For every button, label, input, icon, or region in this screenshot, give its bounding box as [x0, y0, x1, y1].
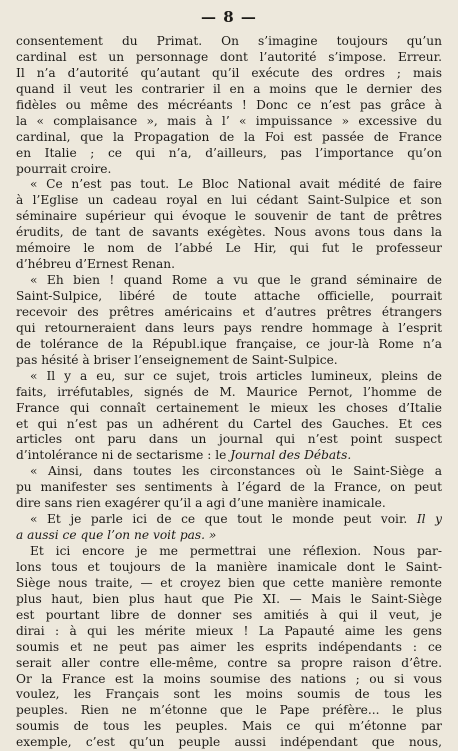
- page-number: — 8 —: [201, 8, 257, 26]
- text-line: pourrait croire.: [16, 161, 112, 176]
- text-line: en Italie ; ce qui n’a, d’ailleurs, pas l’importance qu’on: [16, 145, 442, 160]
- text-line: « Il y a eu, sur ce sujet, trois articles lumineux, pleins de: [30, 368, 442, 383]
- text-line: voulez, les Français sont les moins soumis de tous les: [16, 687, 442, 702]
- text-line: « Ce n’est pas tout. Le Bloc National avait médité de faire: [30, 177, 442, 192]
- text-line: Or la France est la moins soumise des nations ; ou si vous: [16, 671, 442, 686]
- text-line: cardinal, que la Propagation de la Foi est passée de France: [16, 129, 442, 144]
- text-line: Et ici encore je me permettrai une réflexion. Nous par-: [30, 544, 442, 558]
- text-line: et qui n’est pas un adhérent du Cartel des Gauches. Et ces: [16, 416, 442, 431]
- text-line: faits, irréfutables, signés de M. Maurice Pernot, l’homme de: [16, 384, 442, 399]
- text-line: recevoir des prêtres américains et d’autres prêtres étrangers: [16, 304, 442, 319]
- text-line: lons tous et toujours de la manière inamicale dont le Saint-: [16, 559, 442, 574]
- text-line: fidèles ou même des mécréants ! Donc ce n’est pas grâce à: [16, 97, 442, 112]
- text-line: qui retourneraient dans leurs pays rendre hommage à l’esprit: [16, 320, 442, 335]
- text-line: Saint-Sulpice, libéré de toute attache officielle, pourrait: [16, 289, 442, 303]
- text-line: la « complaisance », mais à l’ « impuissance » excessive du: [16, 113, 442, 128]
- text-line: a aussi ce que l’on ne voit pas. »: [16, 528, 217, 543]
- text-line: soumis de tous les peuples. Mais ce qui m’étonne par: [16, 719, 442, 734]
- text-line: Siège nous traite, — et croyez bien que cette manière remonte: [16, 575, 442, 590]
- text-line: érudits, de tant de savants exégètes. Nous avons tous dans la: [16, 225, 442, 240]
- text-line: d’hébreu d’Ernest Renan.: [16, 257, 176, 272]
- text-line: d’intolérance ni de sectarisme : le Journal des Débats.: [16, 448, 352, 463]
- text-line: mémoire le nom de l’abbé Le Hir, qui fut le professeur: [16, 241, 442, 256]
- text-line: France qui connaît certainement le mieux les choses d’Italie: [16, 400, 442, 415]
- text-line: Il n’a d’autorité qu’autant qu’il exécute des ordres ; mais: [16, 65, 442, 80]
- text-line: « Ainsi, dans toutes les circonstances où le Saint-Siège a: [30, 464, 442, 479]
- text-line: est pourtant libre de donner ses amitiés à qui il veut, je: [16, 607, 442, 622]
- text-line: « Et je parle ici de ce que tout le monde peut voir. Il y: [30, 512, 442, 527]
- text-line: dire sans rien exagérer qu’il a agi d’une manière inamicale.: [16, 496, 386, 511]
- text-line: consentement du Primat. On s’imagine toujours qu’un: [16, 34, 442, 48]
- text-line: pu manifester ses sentiments à l’égard de la France, on peut: [16, 480, 442, 495]
- text-line: à l’Eglise un cadeau royal en lui cédant Saint-Sulpice et son: [16, 193, 442, 208]
- text-line: peuples. Rien ne m’étonne que le Pape préfère... le plus: [16, 703, 442, 718]
- text-line: articles ont paru dans un journal qui n’est point suspect: [16, 432, 442, 447]
- text-line: pas hésité à briser l’enseignement de Saint-Sulpice.: [16, 352, 338, 367]
- text-line: serait aller contre elle-même, contre sa propre raison d’être.: [16, 655, 442, 670]
- text-line: cardinal est un personnage dont l’autorité s’impose. Erreur.: [16, 49, 442, 64]
- text-line: exemple, c’est qu’un peuple aussi indépendant que nous,: [16, 735, 442, 750]
- text-line: plus haut, bien plus haut que Pie XI. — Mais le Saint-Siège: [16, 591, 442, 606]
- text-line: de tolérance de la Républ.ique française, ce jour-là Rome n’a: [16, 336, 442, 351]
- body-text: [16, 34, 442, 751]
- text-line: dirai : à qui les mérite mieux ! La Papauté aime les gens: [16, 623, 442, 638]
- text-line: « Eh bien ! quand Rome a vu que le grand séminaire de: [30, 273, 442, 288]
- text-line: soumis et ne peut pas aimer les esprits indépendants : ce: [16, 639, 442, 654]
- text-line: séminaire supérieur qui évoque le souvenir de tant de prêtres: [16, 209, 442, 224]
- text-line: quand il veut les contrarier il en a moins que le dernier des: [16, 81, 442, 96]
